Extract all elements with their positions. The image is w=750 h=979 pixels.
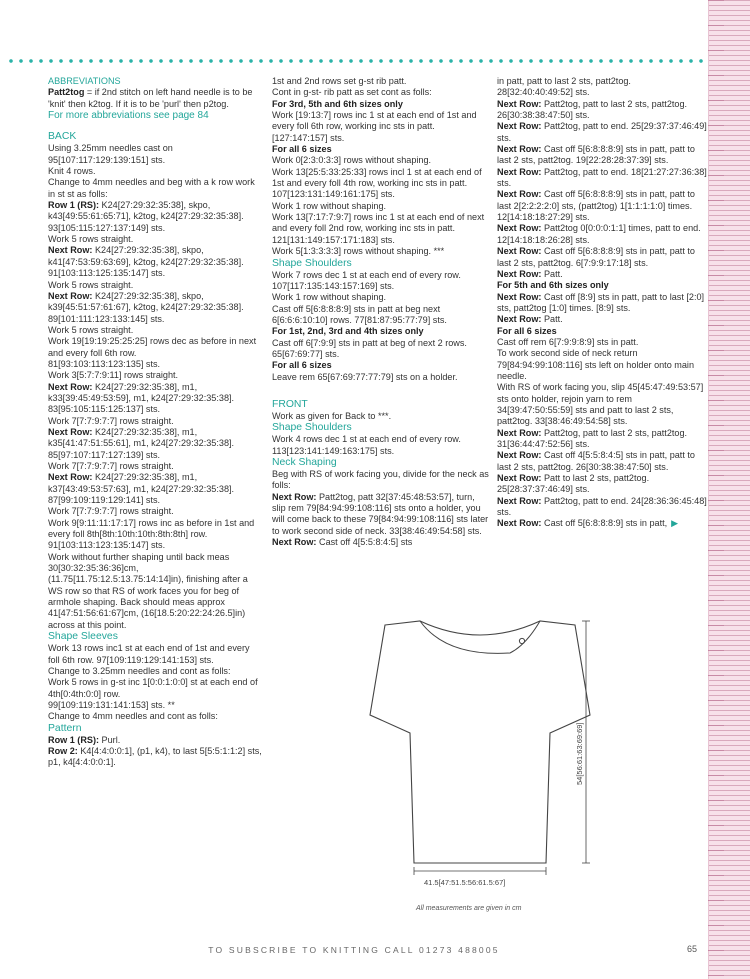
row-text: Beg with RS of work facing you, divide for the neck as folls: [272,468,489,491]
row-label: Next Row: [48,472,93,483]
row-label: Next Row: [497,473,542,484]
instruction-line [48,325,263,336]
instruction-line [497,337,707,348]
row-text: K24[27:29:32:35:38], skpo, k43[49:55:61:65:71], k2tog, k24[27:29:32:35:38]. [48,200,244,222]
row-text: in patt, patt to last 2 sts, patt2tog. 28[32:40:40:49:52] sts. [497,76,631,98]
row-text: Cast off rem 6[7:9:9:8:9] sts in patt. [497,336,639,347]
instruction-line [497,246,707,269]
row-label: Row 1 (RS): [48,200,100,211]
instruction-line [48,404,263,415]
row-text: Cast off 4[5:5:8:4:5] sts [316,537,413,548]
instruction-line [48,166,263,177]
row-text: Patt2tog, patt to last 2 sts, patt2tog. 31[36:44:47:52:56] sts. [497,427,688,449]
dotted-divider [6,58,706,64]
back-instructions [48,143,263,631]
instruction-line [48,416,263,427]
instruction-line [48,427,263,450]
abbreviations-heading: ABBREVIATIONS [48,76,121,86]
instruction-line [48,336,263,359]
instruction-line [272,110,490,144]
row-text: K24[27:29:32:35:38], skpo, k39[45:51:57:61:67], k2tog, k24[27:29:32:35:38]. [48,290,244,313]
row-text: Work 7[7:7:9:7:7] rows straight. [48,461,174,471]
instruction-line [272,360,490,371]
row-text: Cast off 5[6:8:8:8:9] sts in patt, patt to last 2[2:2:2:2:0] sts, (patt2tog) 1[1:1:1:1:0] times. 12[14:18:18:27:29] sts. [497,189,695,223]
instruction-line [272,292,490,303]
row-text: Work without further shaping until back meas 30[30:32:35:36:36]cm, (11.75[11.75:12.5:13.75:14:14]in), finishing after a WS row so that RS of work faces you for beg of armhole shaping. Back should meas approx 41[47:51:56:61:67]cm, (16[18.5:20:22:24:26.5]in) across at this point. [48,551,248,630]
instruction-line [272,492,490,537]
row-text: Cont in g-st- rib patt as set cont as folls: [272,87,432,98]
instruction-line [497,450,707,473]
instruction-line [48,382,263,405]
instruction-line [48,280,263,291]
instruction-line [48,177,263,200]
row-text: Cast off 5[6:8:8:8:9] sts in patt, patt to last 2 sts, patt2tog. 6[7:9:9:17:18] sts. [497,246,695,268]
row-label: Next Row: [497,268,542,279]
row-text: Change to 4mm needles and cont as folls: [48,711,218,722]
instruction-line [272,338,490,361]
instruction-line [497,189,707,223]
row-text: Work 5 rows straight. [48,279,134,290]
instruction-line [497,348,707,382]
size-subheading: For all 6 sizes [497,325,557,336]
shoulders-instructions [272,270,490,383]
instruction-line [272,212,490,246]
row-label: Next Row: [497,291,542,302]
row-text: Patt. [541,268,563,279]
instruction-line [48,552,263,631]
pattern-heading: Pattern [48,722,82,734]
instruction-line [272,270,490,293]
row-label: Next Row: [497,223,542,234]
instruction-line [497,269,707,280]
row-text: Work 9[9:11:11:17:17] rows inc as before in 1st and every foll 8th[8th:10th:10th:8th:8th] row. [48,517,255,540]
instruction-line [272,469,490,492]
row-text: Cast off 5[6:8:8:8:9] sts in patt at beg next 6[6:6:6:10:10] rows. 77[81:87:95:77:79] sts. [272,303,447,325]
row-text: Leave rem 65[67:69:77:77:79] sts on a holder. [272,371,458,382]
instruction-line [272,201,490,212]
row-label: Next Row: [48,426,93,437]
measurement-note: All measurements are given in cm [416,905,522,912]
row-text: 93[105:115:127:137:149] sts. [48,222,166,233]
row-text: Purl. [99,734,121,745]
row-text: Cast off 5[6:8:8:8:9] sts in patt, patt to last 2 sts, patt2tog. 19[22:28:28:37:39] sts. [497,144,695,166]
front-shape-shoulders-heading: Shape Shoulders [272,422,352,434]
instruction-line [497,167,707,190]
instruction-line [48,291,263,314]
ruler-ticks [708,0,724,979]
instruction-line [272,326,490,337]
instruction-line [48,359,263,370]
instruction-line [48,495,263,506]
abbreviation-definition: = if 2nd stitch on left hand needle is to be 'knit' then k2tog. If it is to be 'purl' then p2tog. [48,87,253,109]
row-text: Cast off [8:9] sts in patt, patt to last [2:0] sts, patt2tog [1:0] times. [8:9] sts. [497,291,705,313]
instruction-line [48,268,263,279]
instruction-line [48,746,263,769]
row-text: With RS of work facing you, slip 45[45:47:49:53:57] sts onto holder, rejoin yarn to rem 34[39:47:50:55:59] sts and patt to last 2 sts, patt2tog. 33[38:46:49:54:58] sts. [497,382,704,427]
instruction-line [497,314,707,325]
row-text: Work 3[5:7:7:9:11] rows straight. [48,370,179,381]
row-text: Patt2tog 0[0:0:0:1:1] times, patt to end. 12[14:18:18:26:28] sts. [497,223,701,245]
row-label: Next Row: [497,166,542,177]
row-text: Cast off 5[6:8:8:8:9] sts in patt, [541,518,668,529]
row-text: Using 3.25mm needles cast on 95[107:117:129:139:151] sts. [48,143,173,165]
row-text: Work 7[7:7:9:7:7] rows straight. [48,506,174,517]
instruction-line [48,472,263,495]
row-text: Work 13[25:5:33:25:33] rows incl 1 st at each end of 1st and every foll 4th row, working inc sts in patt. 107[123:131:149:161:175] sts. [272,166,482,200]
button-icon [519,638,524,643]
row-label: Next Row: [497,450,542,461]
size-subheading: For 1st, 2nd, 3rd and 4th sizes only [272,326,424,337]
row-text: Patt2tog, patt to end. 24[28:36:36:45:48] sts. [497,495,707,518]
neck-shaping-heading: Neck Shaping [272,456,337,468]
row-label: Row 2: [48,745,78,756]
abbreviation-term: Patt2tog [48,87,85,98]
front-shoulders-instruction: Work 4 rows dec 1 st at each end of every row. 113[123:141:149:163:175] sts. [272,434,461,456]
instruction-line [497,473,707,496]
back-heading: BACK [48,131,77,143]
neck-instructions [272,469,490,548]
instruction-line [497,223,707,246]
row-text: 89[101:111:123:133:145] sts. [48,313,165,324]
instruction-line [48,711,263,722]
instruction-line [48,700,263,711]
instruction-line [272,76,490,87]
row-label: Next Row: [497,144,542,155]
row-label: Next Row: [497,189,542,200]
row-text: Work [19:13:7] rows inc 1 st at each end of 1st and every foll 6th row, working inc sts in patt. [127:147:157] sts. [272,110,477,143]
instruction-line [48,735,263,746]
instruction-line [272,246,490,257]
width-label: 41.5[47:51.5:56:61.5:67] [424,878,506,887]
instruction-line [48,370,263,381]
row-text: 91[103:113:125:135:147] sts. [48,268,166,279]
instruction-line [48,143,263,166]
row-text: Work 7[7:7:9:7:7] rows straight. [48,415,174,426]
instruction-line [48,234,263,245]
abbreviation-entry [48,87,263,110]
row-text: Work 5 rows in g-st inc 1[0:0:1:0:0] st at each end of 4th[0:4th:0:0] row. [48,677,258,699]
row-label: Next Row: [48,290,93,301]
instruction-line [48,518,263,541]
row-text: Patt2tog, patt to last 2 sts, patt2tog. 26[30:38:38:47:50] sts. [497,98,688,121]
instruction-line [48,677,263,700]
row-text: Patt to last 2 sts, patt2tog. 25[28:37:37:46:49] sts. [497,473,650,495]
column-1 [48,76,263,769]
size-subheading: For 5th and 6th sizes only [497,280,609,291]
instruction-line [497,518,707,529]
instruction-line [272,144,490,155]
row-text: 83[95:105:115:125:137] sts. [48,404,161,415]
instruction-line [272,87,490,98]
instruction-line [272,537,490,548]
size-subheading: For all 6 sizes [272,360,332,371]
row-text: Work 1 row without shaping. [272,292,387,303]
column-3 [497,76,707,530]
column-2 [272,76,490,548]
row-text: To work second side of neck return 79[84:94:99:108:116] sts left on holder onto main needle. [497,348,695,381]
instruction-line [48,666,263,677]
instruction-line [48,461,263,472]
instruction-line [497,99,707,122]
instruction-line [497,121,707,144]
neckline-overlap [420,621,540,653]
row-text: Patt. [541,314,563,325]
row-text: Work 5[1:3:3:3:3] rows without shaping. *** [272,246,445,257]
row-text: Change to 3.25mm needles and cont as folls: [48,665,231,676]
row-label: Next Row: [497,314,542,325]
row-label: Next Row: [497,495,542,506]
instruction-line [272,372,490,383]
instruction-line [497,76,707,99]
page-number: 65 [687,944,698,954]
shape-sleeves-heading: Shape Sleeves [48,631,118,643]
row-text: Work 5 rows straight. [48,324,134,335]
row-text: 85[97:107:117:127:139] sts. [48,449,161,460]
row-text: Work 13[7:17:7:9:7] rows inc 1 st at each end of next and every foll 2nd row, working inc sts in patt. 121[131:149:157:171:183] sts. [272,212,485,245]
row-text: Work 5 rows straight. [48,234,134,245]
garment-outline [370,621,590,863]
instruction-line [48,245,263,268]
row-text: Patt2tog, patt to end. 18[21:27:27:36:38] sts. [497,166,707,189]
instruction-line [48,540,263,551]
continue-arrow-icon: ▶ [671,518,679,529]
size-subheading: For 3rd, 5th and 6th sizes only [272,98,403,109]
row-text: K24[27:29:32:35:38], m1, k37[43:49:53:57:63], m1, k24[27:29:32:35:38]. [48,472,235,494]
row-text: Patt2tog, patt 32[37:45:48:53:57], turn, slip rem 79[84:94:99:108:116] sts onto a holder, you will come back to these 79[84:94:99:108:116] sts later to work second side of neck. 33[38:46:49:54:58] sts. [272,491,489,536]
row-text: Cast off 6[7:9:9] sts in patt at beg of next 2 rows. 65[67:69:77] sts. [272,337,467,359]
instruction-line [497,326,707,337]
instruction-line [497,496,707,519]
row-text: Work 1 row without shaping. [272,200,387,211]
row-text: K24[27:29:32:35:38], m1, k35[41:47:51:55:61], m1, k24[27:29:32:35:38]. [48,426,235,449]
row-label: Next Row: [497,518,542,529]
row-label: Next Row: [272,491,317,502]
shape-shoulders-heading: Shape Shoulders [272,257,352,269]
row-text: Work 13 rows inc1 st at each end of 1st and every foll 6th row. 97[109:119:129:141:153] sts. [48,643,250,665]
instruction-line [497,292,707,315]
row-text: Work 19[19:19:25:25:25] rows dec as before in next and every foll 6th row. [48,336,257,358]
row-text: 81[93:103:113:123:135] sts. [48,358,161,369]
instruction-line [48,223,263,234]
row-text: K24[27:29:32:35:38], m1, k33[39:45:49:53:59], m1, k24[27:29:32:35:38]. [48,381,235,403]
instruction-line [272,99,490,110]
row-label: Next Row: [48,381,93,392]
row-label: Row 1 (RS): [48,734,100,745]
garment-schematic [350,615,610,915]
instruction-line [48,200,263,223]
row-text: Cast off 4[5:5:8:4:5] sts in patt, patt to last 2 sts, patt2tog. 26[30:38:38:47:50] sts. [497,450,695,472]
instruction-line [272,167,490,201]
more-abbreviations-link[interactable]: For more abbreviations see page 84 [48,110,209,122]
instruction-line [48,314,263,325]
row-text: 99[109:119:131:141:153] sts. ** [48,699,175,710]
row-label: Next Row: [497,121,542,132]
size-subheading: For all 6 sizes [272,144,332,155]
row-text: Change to 4mm needles and beg with a k row work in st st as folls: [48,177,255,199]
row-text: Work 0[2:3:0:3:3] rows without shaping. [272,155,432,166]
row-text: Work 7 rows dec 1 st at each end of every row. 107[117:135:143:157:169] sts. [272,269,461,291]
instruction-line [497,382,707,427]
row-label: Next Row: [272,537,317,548]
rib-instructions [272,76,490,258]
instruction-line [497,428,707,451]
row-text: Knit 4 rows. [48,166,96,177]
row-text: K4[4:4:0:0:1], (p1, k4), to last 5[5:5:1:1:2] sts, p1, k4[4:4:0:0:1]. [48,745,262,768]
length-label: 54[56:61:63:69:69] [575,722,584,785]
row-text: K24[27:29:32:35:38], skpo, k41[47:53:59:63:69], k2tog, k24[27:29:32:35:38]. [48,245,244,267]
instruction-line [497,144,707,167]
front-instruction: Work as given for Back to ***. [272,410,392,421]
row-text: Patt2tog, patt to end. 25[29:37:37:46:49] sts. [497,121,707,143]
row-label: Next Row: [48,245,93,256]
row-label: Next Row: [497,246,542,257]
front-heading: FRONT [272,398,308,410]
neck-continued-instructions [497,76,707,530]
row-label: Next Row: [497,427,542,438]
instruction-line [272,304,490,327]
instruction-line [497,280,707,291]
row-text: 1st and 2nd rows set g-st rib patt. [272,76,407,86]
footer-subscribe: TO SUBSCRIBE TO KNITTING CALL 01273 488005 [208,945,500,955]
row-text: 91[103:113:123:135:147] sts. [48,540,166,551]
row-label: Next Row: [497,98,542,109]
sleeves-instructions [48,643,263,722]
instruction-line [48,643,263,666]
row-text: 87[99:109:119:129:141] sts. [48,495,161,506]
instruction-line [48,506,263,517]
instruction-line [272,155,490,166]
pattern-instructions [48,735,263,769]
instruction-line [48,450,263,461]
